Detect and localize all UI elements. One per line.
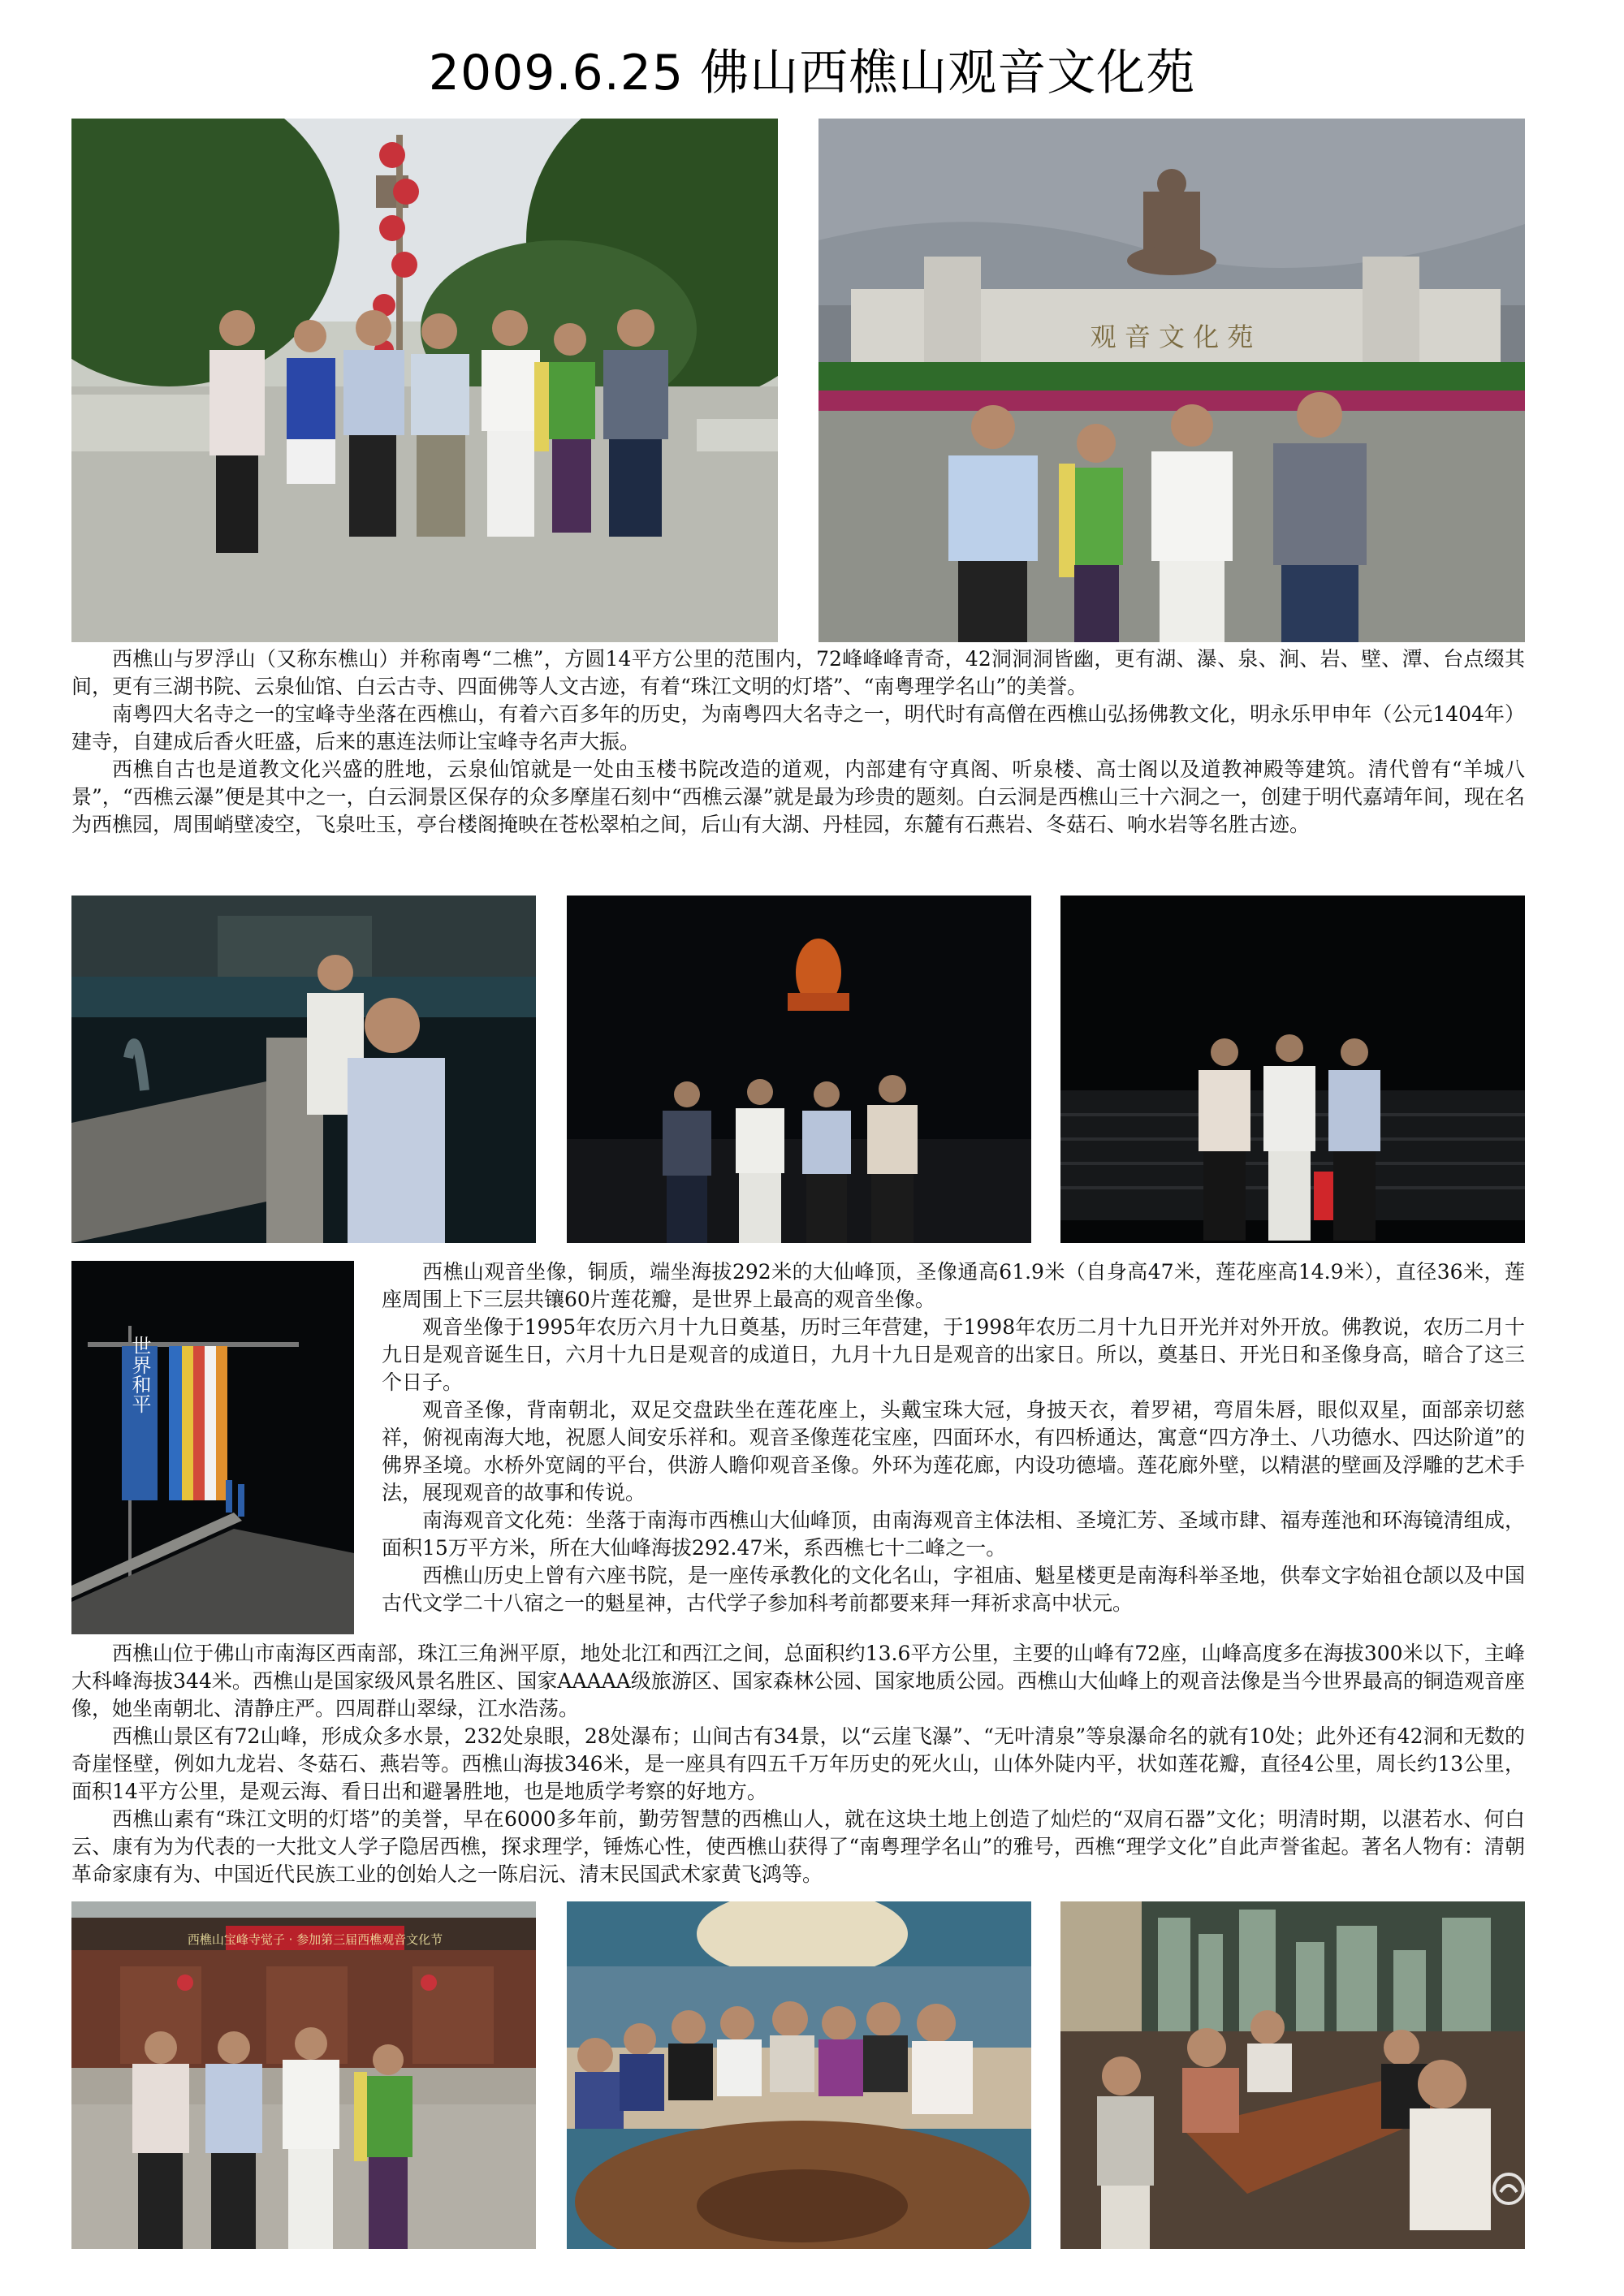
xiqiao-paragraph-1: 西樵山位于佛山市南海区西南部，珠江三角洲平原，地处北江和西江之间，总面积约13.6平方公里，主要的山峰有72座，山峰高度多在海拔300米以下，主峰大科峰海拔344米。西樵山是国家级风景名胜区、国家AAAAA级旅游区、国家森林公园、国家地质公园。西樵山大仙峰上的观音法像是当今世界最高的铜造观音座像，她坐南朝北、清静庄严。四周群山翠绿，江水浩荡。 bbox=[71, 1642, 1525, 1720]
guanyin-paragraph-3: 观音圣像，背南朝北，双足交盘趺坐在莲花座上，头戴宝珠大冠，身披天衣，着罗裙，弯眉朱唇，眼似双星，面部亲切慈祥，俯视南海大地，祝愿人间安乐祥和。观音圣像莲花宝座，四面环水，有四桥通达，寓意“四方净土、八功德水、四达阶道”的佛界圣境。水桥外宽阔的平台，供游人瞻仰观音圣像。外环为莲花廊，内设功德墙。莲花廊外壁，以精湛的壁画及浮雕的艺术手法，展现观音的故事和传说。 bbox=[382, 1398, 1525, 1504]
photo-cafe-window bbox=[1060, 1901, 1525, 2249]
guanyin-paragraph-1: 西樵山观音坐像，铜质，端坐海拔292米的大仙峰顶，圣像通高61.9米（自身高47米，莲花座高14.9米），直径36米，莲座周围上下三层共镶60片莲花瓣，是世界上最高的观音坐像。 bbox=[382, 1260, 1525, 1311]
photo-peace-banner bbox=[71, 1261, 354, 1634]
intro-paragraph-3: 西樵自古也是道教文化兴盛的胜地，云泉仙馆就是一处由玉楼书院改造的道观，内部建有守真阁、听泉楼、高士阁以及道教神殿等建筑。清代曾有“羊城八景”，“西樵云瀑”便是其中之一，白云洞景区保存的众多摩崖石刻中“西樵云瀑”就是最为珍贵的题刻。白云洞是西樵山三十六洞之一，创建于明代嘉靖年间，现在名为西樵园，周围峭壁凌空，飞泉吐玉，亭台楼阁掩映在苍松翠柏之间，后山有大湖、丹桂园，东麓有石燕岩、冬菇石、响水岩等名胜古迹。 bbox=[71, 757, 1525, 836]
intro-text bbox=[71, 645, 1525, 839]
temple-banner-text: 西樵山宝峰寺觉子 · 参加第三届西樵观音文化节 bbox=[187, 1932, 443, 1947]
photo-dinner-toast bbox=[567, 1901, 1031, 2249]
watermark-text: 美篇 bbox=[1532, 2171, 1601, 2211]
watermark bbox=[1491, 2164, 1601, 2213]
guanyin-paragraph-2: 观音坐像于1995年农历六月十九日奠基，历时三年营建，于1998年农历二月十九日开光并对外开放。佛教说，农历二月十九日是观音诞生日，六月十九日是观音的成道日，九月十九日是观音的出家日。所以，奠基日、开光日和圣像身高，暗合了这三个日子。 bbox=[382, 1315, 1525, 1394]
xiqiao-paragraph-2: 西樵山景区有72山峰，形成众多水景，232处泉眼，28处瀑布；山间古有34景，以“云崖飞瀑”、“无叶清泉”等泉瀑命名的就有10处；此外还有42洞和无数的奇崖怪壁，例如九龙岩、冬菇石、燕岩等。西樵山海拔346米，是一座具有四五千万年历史的死火山，山体外陡内平，状如莲花瓣，直径4公里，周长约13公里，面积14平方公里，是观云海、看日出和避暑胜地，也是地质学考察的好地方。 bbox=[71, 1724, 1525, 1803]
photo-fountain-dusk bbox=[71, 896, 536, 1243]
photo-night-statue bbox=[567, 896, 1031, 1243]
page-title: 2009.6.25 佛山西樵山观音文化苑 bbox=[428, 45, 1196, 101]
intro-paragraph-2: 南粤四大名寺之一的宝峰寺坐落在西樵山，有着六百多年的历史，为南粤四大名寺之一，明代时有高僧在西樵山弘扬佛教文化，明永乐甲申年（公元1404年）建寺，自建成后香火旺盛，后来的惠连法师让宝峰寺名声大振。 bbox=[71, 702, 1525, 753]
intro-paragraph-1: 西樵山与罗浮山（又称东樵山）并称南粤“二樵”，方圆14平方公里的范围内，72峰峰峰青奇，42洞洞洞皆幽，更有湖、瀑、泉、涧、岩、壁、潭、台点缀其间，更有三湖书院、云泉仙馆、白云古寺、四面佛等人文古迹，有着“珠江文明的灯塔”、“南粤理学名山”的美誉。 bbox=[71, 647, 1525, 698]
guanyin-paragraph-5: 西樵山历史上曾有六座书院，是一座传承教化的文化名山，字祖庙、魁星楼更是南海科举圣地，供奉文字始祖仓颉以及中国古代文学二十八宿之一的魁星神，古代学子参加科考前都要来拜一拜祈求高中状元。 bbox=[382, 1564, 1525, 1615]
xiqiao-text bbox=[71, 1640, 1525, 1888]
photo-night-steps bbox=[1060, 896, 1525, 1243]
photo-temple-front bbox=[71, 1901, 536, 2249]
meipian-logo-icon bbox=[1491, 2171, 1527, 2207]
guanyin-paragraph-4: 南海观音文化苑：坐落于南海市西樵山大仙峰顶，由南海观音主体法相、圣境汇芳、圣域市肆、福寿莲池和环海镜清组成，面积15万平方米，所在大仙峰海拔292.47米，系西樵七十二峰之一。 bbox=[382, 1508, 1525, 1560]
guanyin-text bbox=[382, 1258, 1525, 1617]
sign-text: 观 音 文 化 苑 bbox=[1090, 322, 1254, 352]
photo-guanyin-gate bbox=[818, 119, 1525, 642]
author-handle: @ bbox=[1583, 2226, 1616, 2264]
photo-group-plaza bbox=[71, 119, 778, 642]
peace-banner-text: 世界和平 bbox=[128, 1336, 151, 1413]
xiqiao-paragraph-3: 西樵山素有“珠江文明的灯塔”的美誉，早在6000多年前，勤劳智慧的西樵山人，就在这块土地上创造了灿烂的“双肩石器”文化；明清时期，以湛若水、何白云、康有为为代表的一大批文人学子隐居西樵，探求理学，锤炼心性，使西樵山获得了“南粤理学名山”的雅号，西樵“理学文化”自此声誉雀起。著名人物有：清朝革命家康有为、中国近代民族工业的创始人之一陈启沅、清末民国武术家黄飞鸿等。 bbox=[71, 1807, 1525, 1886]
